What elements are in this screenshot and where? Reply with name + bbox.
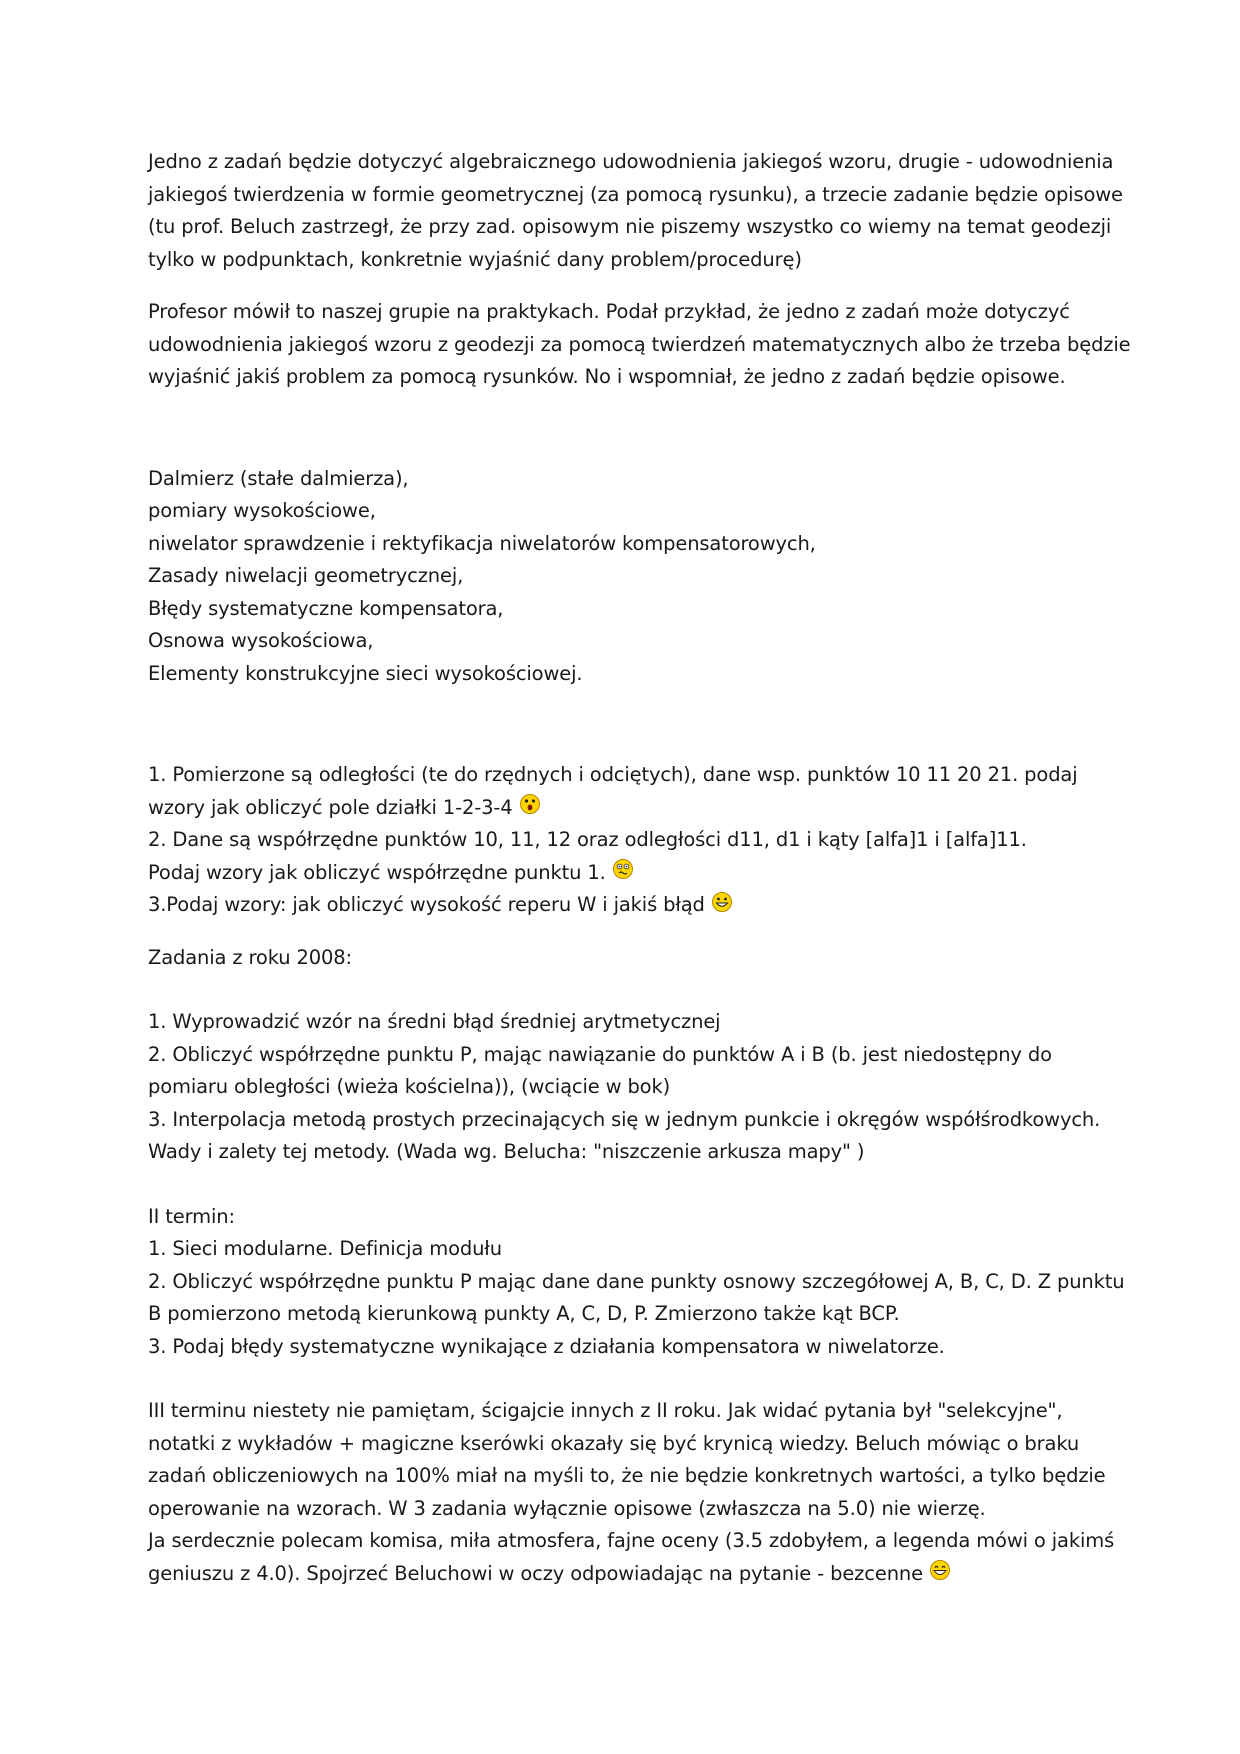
section-title-2008 [148, 942, 1108, 975]
text-line: zadań obliczeniowych na 100% miał na myśli to, że nie będzie konkretnych wartości, a tylko będzie [148, 1464, 1106, 1487]
task-line: 2. Obliczyć współrzędne punktu P mając dane dane punkty osnowy szczegółowej A, B, C, D. Z punktu [148, 1269, 1125, 1293]
task-text: 3.Podaj wzory: jak obliczyć wysokość reperu W i jakiś błąd [148, 893, 705, 916]
topic-item: pomiary wysokościowe, [148, 499, 376, 522]
topic-item: Osnowa wysokościowa, [148, 629, 374, 652]
professor-paragraph [148, 296, 1131, 394]
task-line: 1. Wyprowadzić wzór na średni błąd średniej arytmetycznej [148, 1010, 721, 1033]
task-line: Wady i zalety tej metody. (Wada wg. Belucha: "niszczenie arkusza mapy" ) [148, 1140, 865, 1163]
text-line: Profesor mówił to naszej grupie na praktykach. Podał przykład, że jedno z zadań może dotyczyć [148, 300, 1070, 323]
text-line: udowodnienia jakiegoś wzoru z geodezji za pomocą twierdzeń matematycznych albo że trzeba będzie [148, 332, 1131, 356]
task-line: pomiaru obległości (wieża kościelna)), (wciącie w bok) [148, 1075, 671, 1098]
topic-item: niwelator sprawdzenie i rektyfikacja niwelatorów kompensatorowych, [148, 531, 816, 555]
task-line: 2. Obliczyć współrzędne punktu P, mając nawiązanie do punktów A i B (b. jest niedostępny do [148, 1042, 1052, 1066]
task-line: 1. Pomierzone są odległości (te do rzędnych i odciętych), dane wsp. punktów 10 11 20 21. podaj [148, 763, 1078, 786]
text-line: operowanie na wzorach. W 3 zadania wyłącznie opisowe (zwłaszcza na 5.0) nie wierzę. [148, 1496, 986, 1520]
intro-paragraph [148, 146, 1123, 276]
text-line: Ja serdecznie polecam komisa, miła atmosfera, fajne oceny (3.5 zdobyłem, a legenda mówi o jakimś [148, 1529, 1115, 1552]
laughing-smiley-icon [929, 1559, 951, 1581]
tasks-list [148, 759, 1108, 922]
closing-paragraph [148, 1395, 1115, 1590]
task-line: B pomierzono metodą kierunkową punkty A, C, D, P. Zmierzono także kąt BCP. [148, 1302, 900, 1325]
task-line [148, 889, 1108, 922]
topic-item: Zasady niwelacji geometrycznej, [148, 564, 464, 587]
task-line: 3. Podaj błędy systematyczne wynikające z działania kompensatora w niwelatorze. [148, 1334, 945, 1358]
tasks-2008-list [148, 1006, 1108, 1169]
text-line [148, 1558, 1108, 1591]
topics-list [148, 463, 1108, 691]
text-line: tylko w podpunktach, konkretnie wyjaśnić dany problem/procedurę) [148, 247, 802, 271]
term2-list [148, 1201, 1125, 1364]
document-body [148, 146, 1131, 1590]
text-fragment: geniuszu z 4.0). Spojrzeć Beluchowi w oczy odpowiadając na pytanie - bezcenne [148, 1561, 923, 1585]
text-line: wyjaśnić jakiś problem za pomocą rysunków. No i wspomniał, że jedno z zadań będzie opisowe. [148, 365, 1066, 388]
section-heading: Zadania z roku 2008: [148, 945, 352, 969]
confused-smiley-icon [612, 858, 634, 880]
task-line [148, 857, 1108, 890]
text-line: notatki z wykładów + magiczne kserówki okazały się być krynicą wiedzy. Beluch mówiąc o braku [148, 1431, 1080, 1455]
topic-item: Dalmierz (stałe dalmierza), [148, 466, 409, 490]
text-line: jakiegoś twierdzenia w formie geometrycznej (za pomocą rysunku), a trzecie zadanie będzie opisowe [148, 182, 1123, 206]
section-heading: II termin: [148, 1204, 235, 1228]
text-line: Jedno z zadań będzie dotyczyć algebraicznego udowodnienia jakiegoś wzoru, drugie - udowodnienia [148, 150, 1114, 173]
topic-item: Elementy konstrukcyjne sieci wysokościowej. [148, 661, 583, 685]
task-line: 2. Dane są współrzędne punktów 10, 11, 12 oraz odległości d11, d1 i kąty [alfa]1 i [alfa]11. [148, 828, 1027, 851]
task-text: wzory jak obliczyć pole działki 1-2-3-4 [148, 795, 513, 819]
surprised-smiley-icon [519, 793, 541, 815]
grinning-smiley-icon [711, 891, 733, 913]
task-line: 3. Interpolacja metodą prostych przecinających się w jednym punkcie i okręgów współśrodkowych. [148, 1107, 1101, 1131]
task-line: 1. Sieci modularne. Definicja modułu [148, 1237, 502, 1260]
text-line: III terminu niestety nie pamiętam, ścigajcie innych z II roku. Jak widać pytania był "selekcyjne", [148, 1399, 1063, 1422]
text-line: (tu prof. Beluch zastrzegł, że przy zad. opisowym nie piszemy wszystko co wiemy na temat geodezji [148, 215, 1112, 238]
topic-item: Błędy systematyczne kompensatora, [148, 596, 504, 620]
task-text: Podaj wzory jak obliczyć współrzędne punktu 1. [148, 860, 606, 884]
task-line [148, 792, 1108, 825]
